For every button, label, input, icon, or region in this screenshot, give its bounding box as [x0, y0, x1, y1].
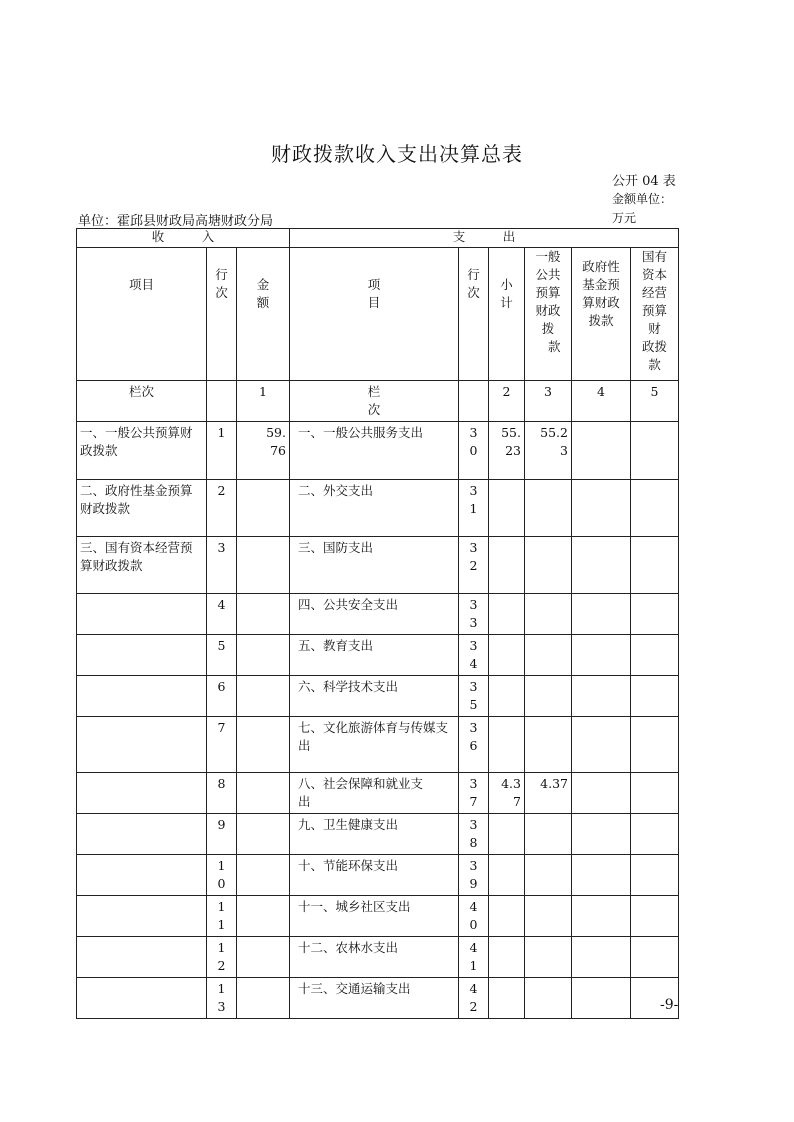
- budget-table: [76, 228, 679, 1019]
- col-header-subtotal: 小 计: [489, 248, 525, 381]
- lanci-income-amount: 1: [237, 381, 290, 422]
- general-budget-cell: [525, 635, 572, 676]
- lanci-expense-line: [459, 381, 489, 422]
- expense-line-cell: 3 0: [459, 422, 489, 480]
- expense-item-cell: 十一、城乡社区支出: [290, 896, 459, 937]
- expense-item-cell: 二、外交支出: [290, 480, 459, 537]
- subtotal-cell: [489, 594, 525, 635]
- income-line-cell: 1 0: [207, 855, 237, 896]
- expense-item-cell: 十、节能环保支出: [290, 855, 459, 896]
- expense-item-cell: 七、文化旅游体育与传媒支 出: [290, 717, 459, 773]
- income-item-cell: [77, 937, 207, 978]
- state-capital-budget-cell: [631, 537, 679, 594]
- income-amount-cell: [237, 896, 290, 937]
- expense-item-cell: 十二、农林水支出: [290, 937, 459, 978]
- state-capital-budget-cell: [631, 480, 679, 537]
- fund-budget-cell: [572, 422, 631, 480]
- expense-line-cell: 3 9: [459, 855, 489, 896]
- col-header-income-line: 行 次: [207, 248, 237, 381]
- subtotal-cell: [489, 676, 525, 717]
- table-row: [77, 635, 679, 676]
- income-amount-cell: [237, 814, 290, 855]
- state-capital-budget-cell: [631, 422, 679, 480]
- lanci-fund-budget: 4: [572, 381, 631, 422]
- income-item-cell: [77, 717, 207, 773]
- expense-line-cell: 3 3: [459, 594, 489, 635]
- fund-budget-cell: [572, 594, 631, 635]
- state-capital-budget-cell: [631, 937, 679, 978]
- income-item-cell: 二、政府性基金预算 财政拨款: [77, 480, 207, 537]
- subtotal-cell: [489, 537, 525, 594]
- page-number: -9-: [660, 997, 679, 1013]
- expense-line-cell: 4 0: [459, 896, 489, 937]
- table-row: [77, 773, 679, 814]
- income-amount-cell: [237, 537, 290, 594]
- fund-budget-cell: [572, 537, 631, 594]
- income-line-cell: 7: [207, 717, 237, 773]
- income-item-cell: [77, 676, 207, 717]
- expense-item-cell: 五、教育支出: [290, 635, 459, 676]
- income-amount-cell: [237, 978, 290, 1019]
- income-line-cell: 1 2: [207, 937, 237, 978]
- subtotal-cell: [489, 814, 525, 855]
- state-capital-budget-cell: [631, 635, 679, 676]
- state-capital-budget-cell: [631, 773, 679, 814]
- general-budget-cell: [525, 896, 572, 937]
- subtotal-cell: [489, 717, 525, 773]
- amount-unit: 金额单位： 万元: [612, 192, 673, 225]
- fund-budget-cell: [572, 937, 631, 978]
- expense-line-cell: 3 6: [459, 717, 489, 773]
- income-item-cell: [77, 896, 207, 937]
- income-item-cell: 三、国有资本经营预 算财政拨款: [77, 537, 207, 594]
- income-amount-cell: [237, 717, 290, 773]
- expense-line-cell: 3 5: [459, 676, 489, 717]
- income-item-cell: [77, 978, 207, 1019]
- table-row: [77, 717, 679, 773]
- general-budget-cell: [525, 978, 572, 1019]
- general-budget-cell: [525, 480, 572, 537]
- state-capital-budget-cell: [631, 594, 679, 635]
- expense-line-cell: 3 4: [459, 635, 489, 676]
- lanci-expense-item: 栏 次: [290, 381, 459, 422]
- fund-budget-cell: [572, 676, 631, 717]
- expense-line-cell: 4 2: [459, 978, 489, 1019]
- table-row: [77, 594, 679, 635]
- lanci-state-capital-budget: 5: [631, 381, 679, 422]
- income-item-cell: [77, 855, 207, 896]
- general-budget-cell: [525, 537, 572, 594]
- fund-budget-cell: [572, 717, 631, 773]
- expense-line-cell: 3 7: [459, 773, 489, 814]
- expense-line-cell: 4 1: [459, 937, 489, 978]
- fund-budget-cell: [572, 480, 631, 537]
- col-header-income-item: 项目: [77, 248, 207, 381]
- subtotal-cell: 4.3 7: [489, 773, 525, 814]
- income-item-cell: [77, 773, 207, 814]
- general-budget-cell: [525, 676, 572, 717]
- lanci-income-item: 栏次: [77, 381, 207, 422]
- expense-line-cell: 3 8: [459, 814, 489, 855]
- income-amount-cell: [237, 937, 290, 978]
- lanci-general-budget: 3: [525, 381, 572, 422]
- expense-header: 支 出: [290, 229, 679, 248]
- fund-budget-cell: [572, 978, 631, 1019]
- general-budget-cell: [525, 814, 572, 855]
- income-line-cell: 2: [207, 480, 237, 537]
- general-budget-cell: [525, 937, 572, 978]
- income-amount-cell: 59. 76: [237, 422, 290, 480]
- expense-item-cell: 十三、交通运输支出: [290, 978, 459, 1019]
- subtotal-cell: [489, 480, 525, 537]
- state-capital-budget-cell: [631, 676, 679, 717]
- table-row: [77, 480, 679, 537]
- table-row: [77, 978, 679, 1019]
- income-item-cell: [77, 814, 207, 855]
- expense-item-cell: 六、科学技术支出: [290, 676, 459, 717]
- table-row: [77, 855, 679, 896]
- income-line-cell: 4: [207, 594, 237, 635]
- subtotal-cell: [489, 635, 525, 676]
- general-budget-cell: [525, 594, 572, 635]
- income-item-cell: 一、一般公共预算财 政拨款: [77, 422, 207, 480]
- table-row: [77, 422, 679, 480]
- income-line-cell: 1 1: [207, 896, 237, 937]
- income-amount-cell: [237, 635, 290, 676]
- expense-item-cell: 八、社会保障和就业支 出: [290, 773, 459, 814]
- fund-budget-cell: [572, 635, 631, 676]
- page-title: 财政拨款收入支出决算总表: [271, 142, 523, 166]
- general-budget-cell: [525, 855, 572, 896]
- income-amount-cell: [237, 773, 290, 814]
- fund-budget-cell: [572, 773, 631, 814]
- subtotal-cell: [489, 978, 525, 1019]
- income-item-cell: [77, 594, 207, 635]
- subtotal-cell: [489, 937, 525, 978]
- state-capital-budget-cell: [631, 855, 679, 896]
- col-header-fund-budget: 政府性 基金预 算财政 拨款: [572, 248, 631, 381]
- subtotal-cell: [489, 855, 525, 896]
- expense-line-cell: 3 2: [459, 537, 489, 594]
- subtotal-cell: [489, 896, 525, 937]
- state-capital-budget-cell: [631, 896, 679, 937]
- table-row: [77, 937, 679, 978]
- table-row: [77, 537, 679, 594]
- income-line-cell: 6: [207, 676, 237, 717]
- fund-budget-cell: [572, 814, 631, 855]
- table-row: [77, 676, 679, 717]
- col-header-income-amount: 金 额: [237, 248, 290, 381]
- expense-item-cell: 一、一般公共服务支出: [290, 422, 459, 480]
- col-header-state-capital-budget: 国有 资本 经营 预算 财 政拨 款: [631, 248, 679, 381]
- table-row: [77, 896, 679, 937]
- income-amount-cell: [237, 594, 290, 635]
- expense-item-cell: 九、卫生健康支出: [290, 814, 459, 855]
- income-item-cell: [77, 635, 207, 676]
- income-amount-cell: [237, 855, 290, 896]
- general-budget-cell: 4.37: [525, 773, 572, 814]
- income-amount-cell: [237, 480, 290, 537]
- lanci-income-line: [207, 381, 237, 422]
- table-row: [77, 814, 679, 855]
- income-line-cell: 9: [207, 814, 237, 855]
- income-line-cell: 5: [207, 635, 237, 676]
- col-header-expense-line: 行 次: [459, 248, 489, 381]
- col-header-expense-item: 项 目: [290, 248, 459, 381]
- expense-line-cell: 3 1: [459, 480, 489, 537]
- income-line-cell: 1 3: [207, 978, 237, 1019]
- lanci-subtotal: 2: [489, 381, 525, 422]
- fund-budget-cell: [572, 855, 631, 896]
- expense-item-cell: 三、国防支出: [290, 537, 459, 594]
- organization: 单位：霍邱县财政局高塘财政分局: [78, 214, 274, 229]
- general-budget-cell: [525, 717, 572, 773]
- income-line-cell: 8: [207, 773, 237, 814]
- state-capital-budget-cell: [631, 814, 679, 855]
- state-capital-budget-cell: [631, 717, 679, 773]
- income-line-cell: 3: [207, 537, 237, 594]
- form-number: 公开 04 表: [612, 174, 676, 189]
- income-line-cell: 1: [207, 422, 237, 480]
- subtotal-cell: 55. 23: [489, 422, 525, 480]
- fund-budget-cell: [572, 896, 631, 937]
- col-header-general-budget: 一般 公共 预算 财政 拨 款: [525, 248, 572, 381]
- expense-item-cell: 四、公共安全支出: [290, 594, 459, 635]
- income-header: 收 入: [77, 229, 290, 248]
- income-amount-cell: [237, 676, 290, 717]
- general-budget-cell: 55.2 3: [525, 422, 572, 480]
